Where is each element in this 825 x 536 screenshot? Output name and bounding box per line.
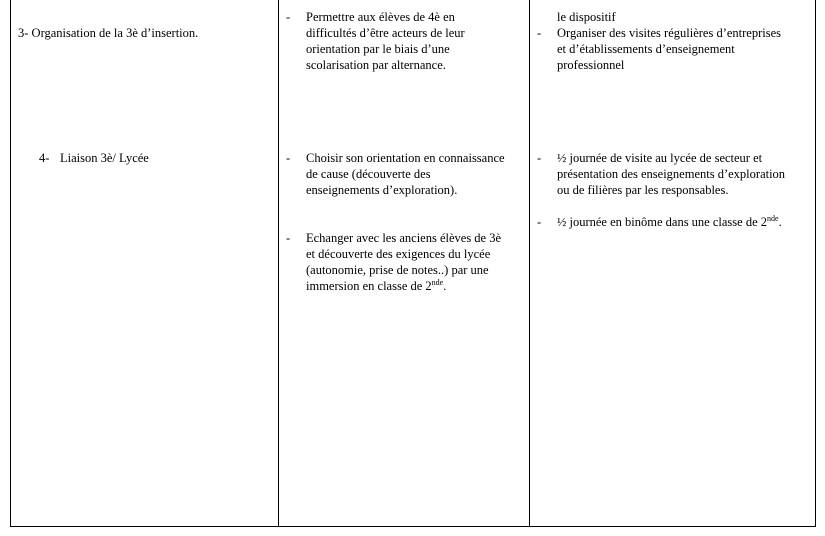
row-4-action-2-line-1-text: ½ journée en binôme dans une classe de 2 (557, 215, 768, 229)
row-4-objective-1-line-2: de cause (découverte des (306, 167, 431, 181)
row-4-objective-1-line-3: enseignements d’exploration). (306, 183, 458, 197)
row-3-action-line-2: et d’établissements d’enseignement (557, 42, 735, 56)
column-divider-1 (278, 0, 279, 527)
row-4-objective-2-tail: . (443, 279, 447, 293)
row-4-objective-1 (306, 150, 505, 198)
row-3-objective-bullet: - (286, 10, 291, 24)
row-3-actions-continuation: le dispositif (557, 10, 616, 24)
row-4-objective-1-bullet: - (286, 151, 291, 165)
row-4-action-2-tail: . (778, 215, 782, 229)
table-bottom-border (10, 526, 816, 527)
row-3-action-line-1: Organiser des visites régulières d’entreprises (557, 26, 782, 40)
row-4-number: 4- (39, 151, 50, 165)
row-3-objective-line-1: Permettre aux élèves de 4è en (306, 10, 455, 24)
row-4-action-1-line-2: présentation des enseignements d’exploration (557, 167, 786, 181)
row-4-title: Liaison 3è/ Lycée (60, 151, 149, 165)
row-4-objective-2 (306, 230, 501, 294)
row-4-action-1-line-3: ou de filières par les responsables. (557, 183, 729, 197)
row-4-action-2-line-1 (557, 214, 782, 230)
row-4-objective-2-bullet: - (286, 231, 291, 245)
row-4-objective-2-line-4 (306, 278, 501, 294)
row-4-objective-2-sup: nde (431, 278, 444, 287)
row-3-objective (306, 9, 465, 73)
row-4-objective-2-line-3: (autonomie, prise de notes..) par une (306, 263, 489, 277)
row-4-objective-1-line-1: Choisir son orientation en connaissance (306, 151, 505, 165)
row-3-objective-line-2: difficultés d’être acteurs de leur (306, 26, 465, 40)
row-3-action-line-3: professionnel (557, 58, 625, 72)
row-3-objective-line-3: orientation par le biais d’une (306, 42, 450, 56)
table-left-border (10, 0, 11, 527)
row-3-action (557, 25, 781, 73)
table (10, 0, 816, 527)
row-4-action-2 (557, 214, 782, 230)
row-4-action-1-bullet: - (537, 151, 542, 165)
row-4-action-2-bullet: - (537, 215, 542, 229)
row-3-action-bullet: - (537, 26, 542, 40)
row-4-objective-2-line-2: et découverte des exigences du lycée (306, 247, 491, 261)
row-4-objective-2-line-4-text: immersion en classe de 2 (306, 279, 432, 293)
column-divider-2 (529, 0, 530, 527)
table-right-border (815, 0, 816, 527)
row-3-objective-line-4: scolarisation par alternance. (306, 58, 446, 72)
row-3-title: 3- Organisation de la 3è d’insertion. (18, 26, 199, 40)
row-4-action-1 (557, 150, 785, 198)
row-4-action-1-line-1: ½ journée de visite au lycée de secteur et (557, 151, 763, 165)
row-4-action-2-sup: nde (767, 214, 779, 223)
row-4-objective-2-line-1: Echanger avec les anciens élèves de 3è (306, 231, 502, 245)
